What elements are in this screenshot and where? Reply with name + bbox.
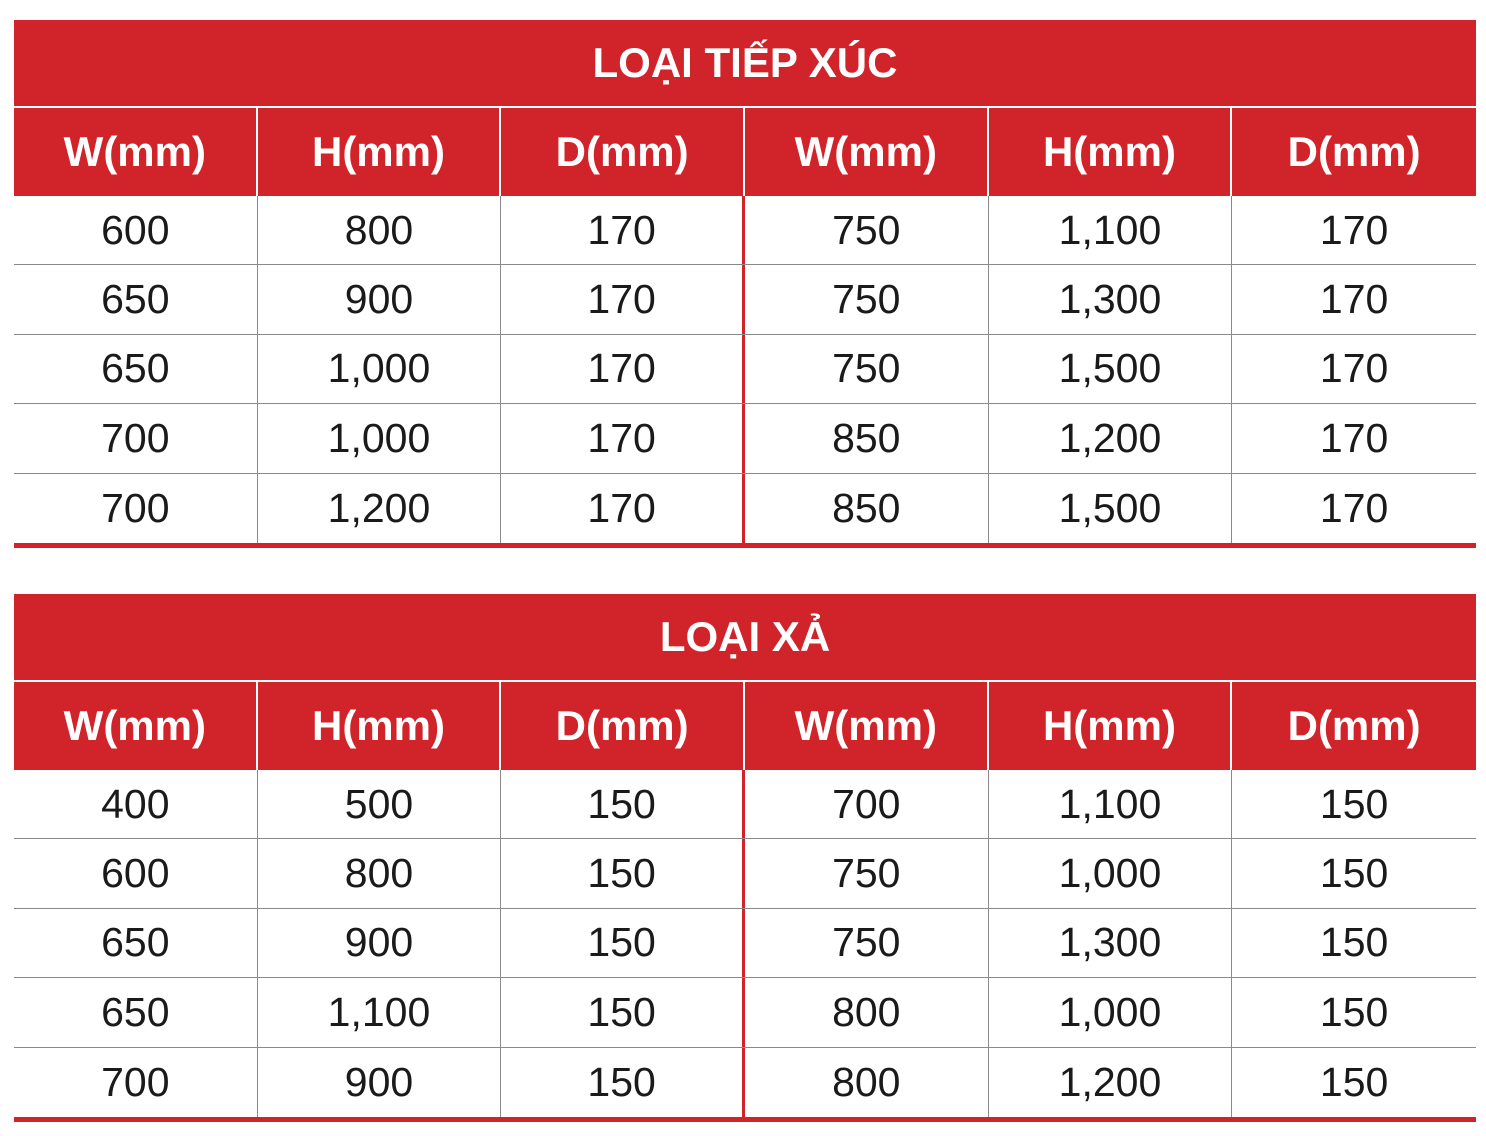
table-row	[14, 335, 1476, 404]
table-cell: 1,000	[258, 404, 502, 472]
table-cell: 1,200	[258, 474, 502, 543]
table-title: LOẠI XẢ	[14, 594, 1476, 682]
column-header-width: W(mm)	[14, 682, 258, 770]
column-header-depth: D(mm)	[1287, 702, 1421, 749]
table-cell: 500	[258, 770, 502, 838]
table-cell: 600	[14, 196, 258, 264]
table-cell: 1,500	[989, 335, 1233, 403]
table-cell: 750	[745, 909, 989, 977]
table-cell: 150	[1319, 988, 1389, 1035]
table-cell: 150	[501, 909, 745, 977]
table-cell: 150	[501, 978, 745, 1046]
table-cell: 170	[501, 335, 745, 403]
table-cell: 150	[501, 839, 745, 907]
table-cell: 600	[14, 839, 258, 907]
table-row	[14, 909, 1476, 978]
table-cell: 1,200	[989, 1048, 1233, 1117]
table-cell: 1,000	[258, 335, 502, 403]
table-cell: 1,100	[989, 770, 1233, 838]
column-header-width: W(mm)	[745, 108, 989, 196]
table-cell: 700	[14, 1048, 258, 1117]
table-cell: 900	[258, 265, 502, 333]
table-cell: 800	[258, 839, 502, 907]
table-cell: 150	[501, 770, 745, 838]
table-title: LOẠI TIẾP XÚC	[14, 20, 1476, 108]
table-cell: 700	[14, 404, 258, 472]
table-cell: 150	[501, 1048, 745, 1117]
table-cell: 750	[745, 265, 989, 333]
table-row	[14, 196, 1476, 265]
table-cell: 700	[14, 474, 258, 543]
table-cell: 900	[258, 1048, 502, 1117]
table-cell: 750	[745, 839, 989, 907]
table-cell: 1,100	[258, 978, 502, 1046]
table-cell: 150	[1319, 850, 1389, 897]
table-cell: 150	[1319, 919, 1389, 966]
table-cell: 800	[258, 196, 502, 264]
table-cell: 850	[745, 404, 989, 472]
table-cell: 170	[1319, 276, 1389, 323]
table-cell: 1,300	[989, 909, 1233, 977]
table-body	[14, 196, 1476, 548]
column-header-height: H(mm)	[989, 682, 1233, 770]
table-cell: 170	[501, 404, 745, 472]
table-cell: 170	[501, 265, 745, 333]
table-cell: 750	[745, 335, 989, 403]
table-cell: 1,000	[989, 978, 1233, 1046]
table-row	[14, 474, 1476, 543]
table-cell: 170	[1319, 484, 1389, 531]
column-header-depth: D(mm)	[1287, 128, 1421, 175]
table-cell: 650	[14, 265, 258, 333]
table-cell: 400	[14, 770, 258, 838]
table-cell: 150	[1319, 1058, 1389, 1105]
column-header-depth: D(mm)	[501, 108, 745, 196]
table-row	[14, 978, 1476, 1047]
table-cell: 1,500	[989, 474, 1233, 543]
table-header-row	[14, 682, 1476, 770]
table-cell: 650	[14, 335, 258, 403]
column-header-width: W(mm)	[14, 108, 258, 196]
table-row	[14, 265, 1476, 334]
table-cell: 750	[745, 196, 989, 264]
column-header-width: W(mm)	[745, 682, 989, 770]
table-cell: 170	[1319, 414, 1389, 461]
table-row	[14, 404, 1476, 473]
table-cell: 170	[1319, 206, 1389, 253]
table-cell: 800	[745, 1048, 989, 1117]
table-cell: 800	[745, 978, 989, 1046]
table-cell: 150	[1319, 780, 1389, 827]
table-cell: 650	[14, 909, 258, 977]
table-cell: 170	[501, 474, 745, 543]
table-cell: 1,200	[989, 404, 1233, 472]
table-cell: 900	[258, 909, 502, 977]
spec-table-discharge-type	[14, 594, 1476, 1122]
table-cell: 650	[14, 978, 258, 1046]
table-cell: 850	[745, 474, 989, 543]
table-row	[14, 770, 1476, 839]
table-cell: 1,000	[989, 839, 1233, 907]
column-header-height: H(mm)	[258, 682, 502, 770]
column-header-height: H(mm)	[989, 108, 1233, 196]
spec-table-contact-type	[14, 20, 1476, 548]
table-row	[14, 1048, 1476, 1117]
table-cell: 700	[745, 770, 989, 838]
table-header-row	[14, 108, 1476, 196]
column-header-height: H(mm)	[258, 108, 502, 196]
table-cell: 170	[501, 196, 745, 264]
table-cell: 170	[1319, 345, 1389, 392]
table-body	[14, 770, 1476, 1122]
table-cell: 1,300	[989, 265, 1233, 333]
table-row	[14, 839, 1476, 908]
table-cell: 1,100	[989, 196, 1233, 264]
column-header-depth: D(mm)	[501, 682, 745, 770]
